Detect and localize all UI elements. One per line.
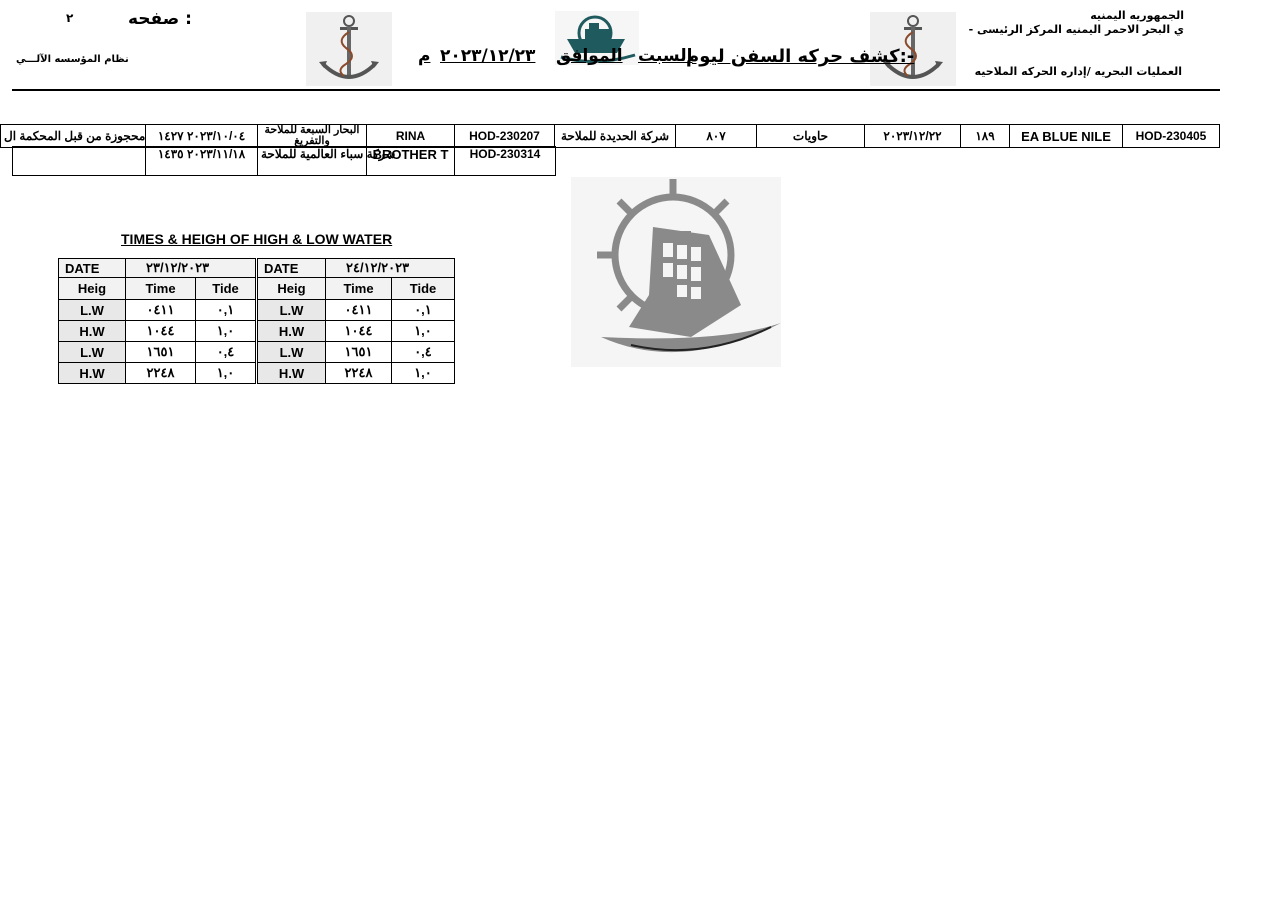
table-row [258, 363, 455, 384]
tide-date-label: DATE [258, 259, 326, 278]
table-cell: محجوزة من قبل المحكمة ال [1, 125, 146, 148]
table-cell: ٢٠٢٣/١٠/٠٤ ١٤٢٧ [146, 125, 258, 148]
tide-date: ٢٣/١٢/٢٠٢٣ [126, 259, 256, 278]
table-cell: ٠٤١١ [326, 300, 392, 321]
table-header-cell: Tide [392, 278, 455, 300]
header-divider [12, 89, 1220, 91]
table-row [258, 278, 455, 300]
table-cell: ١٦٥١ [326, 342, 392, 363]
table-cell [13, 147, 146, 176]
report-title-text: كشف حركه السفن ليوم:- [686, 46, 915, 67]
table-row [59, 278, 256, 300]
table-row [59, 259, 256, 278]
table-cell: EA BLUE NILE [1010, 125, 1123, 148]
tide-title: TIMES & HEIGH OF HIGH & LOW WATER [121, 231, 393, 247]
table-header-cell: Time [326, 278, 392, 300]
table-cell: حاويات [757, 125, 865, 148]
table-cell: ٨٠٧ [676, 125, 757, 148]
table-cell: ٠,١ [196, 300, 256, 321]
table-cell: RINA [367, 125, 455, 148]
table-cell: البحار السبعة للملاحة والتفريغ [258, 125, 367, 148]
table-cell: ١,٠ [196, 363, 256, 384]
table-cell: ١٠٤٤ [326, 321, 392, 342]
table-cell: شركة سباء العالمية للملاحة [258, 147, 367, 176]
table-cell: ١٦٥١ [126, 342, 196, 363]
table-row [59, 321, 256, 342]
table-cell: ١,٠ [392, 321, 455, 342]
table-cell: L.W [59, 300, 126, 321]
report-day: السبت [638, 46, 693, 66]
table-cell: H.W [258, 363, 326, 384]
table-cell: HOD-230405 [1123, 125, 1220, 148]
table-cell: H.W [59, 363, 126, 384]
table-header-cell: Tide [196, 278, 256, 300]
tide-date: ٢٤/١٢/٢٠٢٣ [326, 259, 455, 278]
table-row [13, 147, 556, 176]
table-cell: ٢٠٢٣/١١/١٨ ١٤٣٥ [146, 147, 258, 176]
tide-table-right [257, 258, 455, 384]
tide-table-left [58, 258, 256, 384]
table-cell: ٢٠٢٣/١٢/٢٢ [865, 125, 961, 148]
ship-wheel-logo-icon [571, 177, 781, 367]
anchor-icon [306, 12, 392, 86]
table-cell: L.W [59, 342, 126, 363]
report-title [416, 46, 915, 74]
table-cell: ٠,٤ [392, 342, 455, 363]
table-row [258, 342, 455, 363]
table-cell: ١٨٩ [961, 125, 1010, 148]
table-row [1, 125, 1220, 148]
republic-name: الجمهوريه اليمنيه [1090, 9, 1184, 22]
table-cell: ١,٠ [196, 321, 256, 342]
table-cell: ١,٠ [392, 363, 455, 384]
table-row [59, 363, 256, 384]
table-header-cell: Heig [59, 278, 126, 300]
system-name: نظام المؤسسه الآلـــي [16, 54, 129, 65]
table-cell: شركة الحديدة للملاحة [555, 125, 676, 148]
table-cell: H.W [59, 321, 126, 342]
table-row [59, 342, 256, 363]
ships-table-row-2 [12, 146, 556, 176]
date-prefix: الموافق [556, 46, 623, 66]
table-row [258, 300, 455, 321]
page-label: صفحه : [128, 9, 192, 29]
tide-date-label: DATE [59, 259, 126, 278]
report-date: ٢٠٢٣/١٢/٢٣ [440, 46, 536, 66]
ships-table-row-1 [0, 124, 1220, 148]
table-header-cell: Time [126, 278, 196, 300]
table-cell: L.W [258, 300, 326, 321]
table-cell: ٢٢٤٨ [126, 363, 196, 384]
page-number: ٢ [66, 11, 74, 25]
date-suffix: م [418, 46, 431, 66]
table-cell: ١٠٤٤ [126, 321, 196, 342]
authority-name: ي البحر الاحمر اليمنيه المركز الرئيسى - [968, 23, 1184, 36]
table-row [59, 300, 256, 321]
table-cell: ٢٢٤٨ [326, 363, 392, 384]
table-cell: ٠٤١١ [126, 300, 196, 321]
table-cell: HOD-230207 [455, 125, 555, 148]
table-cell: L.W [258, 342, 326, 363]
table-cell: ٠,١ [392, 300, 455, 321]
table-cell: H.W [258, 321, 326, 342]
department-name: العمليات البحريه /إداره الحركه الملاحيه [974, 65, 1182, 78]
table-cell: ٠,٤ [196, 342, 256, 363]
table-row [258, 321, 455, 342]
table-row [258, 259, 455, 278]
table-cell: HOD-230314 [455, 147, 556, 176]
table-header-cell: Heig [258, 278, 326, 300]
table-cell: BROTHER T [367, 147, 455, 176]
